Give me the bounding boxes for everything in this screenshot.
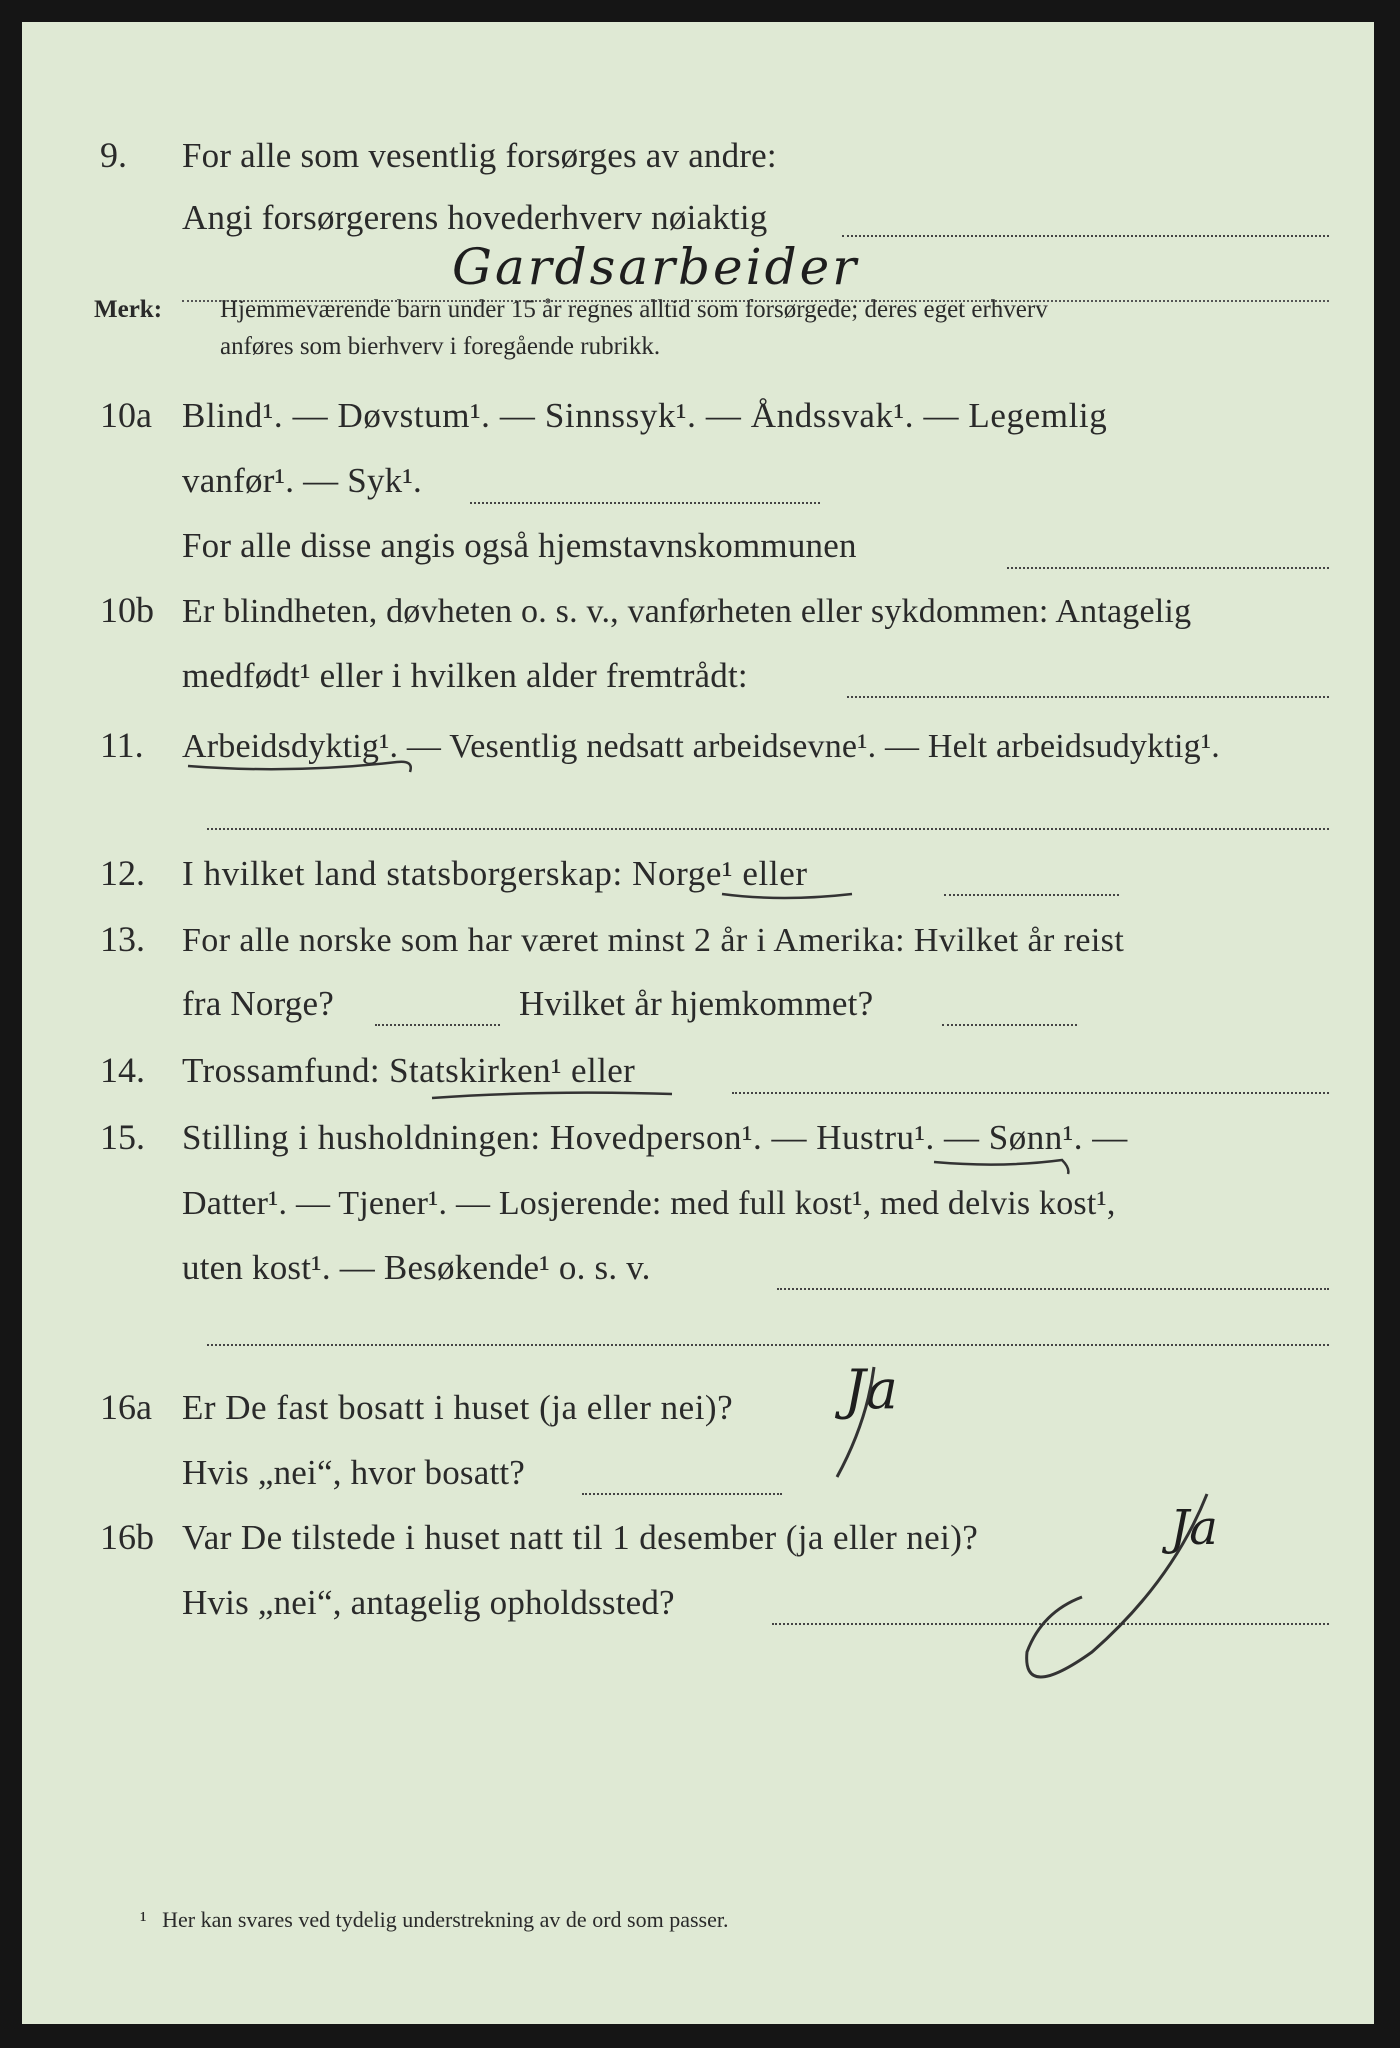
q9-answer-handwriting[interactable]: Gardsarbeider xyxy=(452,238,860,296)
q15-number: 15. xyxy=(100,1117,145,1157)
q16b-text: Var De tilstede i huset natt til 1 desember (ja eller nei)? xyxy=(182,1518,979,1557)
q10b-number: 10b xyxy=(100,590,154,630)
q13-number: 13. xyxy=(100,919,145,959)
q15-text-3: uten kost¹. — Besøkende¹ o. s. v. xyxy=(182,1248,651,1287)
q16a-text-2: Hvis „nei“, hvor bosatt? xyxy=(182,1453,526,1492)
footnote-text: Her kan svares ved tydelig understrekning av de ord som passer. xyxy=(162,1907,729,1932)
footnote xyxy=(140,1907,728,1933)
q12-norge-underline xyxy=(722,894,852,898)
q10a-text-2: vanfør¹. — Syk¹. xyxy=(182,461,422,500)
footnote-marker: ¹ xyxy=(140,1907,147,1932)
q13-text-2a: fra Norge? xyxy=(182,984,334,1023)
q14-text: Trossamfund: Statskirken¹ eller xyxy=(182,1051,636,1090)
merk-text-1: Hjemmeværende barn under 15 år regnes alltid som forsørgede; deres eget erhverv xyxy=(220,296,1048,323)
handwritten-marks xyxy=(22,22,1374,2024)
q11-arbeidsdyktig-underline xyxy=(188,762,411,772)
q16a-answer-long-stroke xyxy=(837,1367,874,1477)
q13-text: For alle norske som har været minst 2 år i Amerika: Hvilket år reist xyxy=(182,922,1125,959)
q12-text: I hvilket land statsborgerskap: Norge¹ eller xyxy=(182,854,808,893)
q9-number: 9. xyxy=(100,135,127,175)
q15-text: Stilling i husholdningen: Hovedperson¹. — Hustru¹. — Sønn¹. — xyxy=(182,1118,1128,1157)
q14-number: 14. xyxy=(100,1050,145,1090)
q10a-text-3: For alle disse angis også hjemstavnskommunen xyxy=(182,526,857,565)
q16a-answer-handwriting[interactable]: Ja xyxy=(844,1358,898,1421)
q16b-text-2: Hvis „nei“, antagelig opholdssted? xyxy=(182,1583,675,1622)
q15-text-2: Datter¹. — Tjener¹. — Losjerende: med full kost¹, med delvis kost¹, xyxy=(182,1185,1116,1222)
census-form-page xyxy=(22,22,1374,2024)
q10b-text-2: medfødt¹ eller i hvilken alder fremtrådt: xyxy=(182,656,748,695)
q11-number: 11. xyxy=(100,725,144,765)
q9-text: For alle som vesentlig forsørges av andre: xyxy=(182,136,777,175)
q9-instruction: Angi forsørgerens hovederhverv nøiaktig xyxy=(182,198,768,237)
q16a-text: Er De fast bosatt i huset (ja eller nei)? xyxy=(182,1388,734,1427)
q16a-number: 16a xyxy=(100,1387,152,1427)
q10a-text: Blind¹. — Døvstum¹. — Sinnssyk¹. — Åndssvak¹. — Legemlig xyxy=(182,396,1108,435)
q16b-number: 16b xyxy=(100,1517,154,1557)
q16b-answer-long-stroke xyxy=(1027,1494,1207,1677)
q11-text: Arbeidsdyktig¹. — Vesentlig nedsatt arbeidsevne¹. — Helt arbeidsudyktig¹. xyxy=(182,728,1220,765)
q14-statskirken-underline xyxy=(432,1093,672,1098)
q10b-text: Er blindheten, døvheten o. s. v., vanførheten eller sykdommen: Antagelig xyxy=(182,593,1192,630)
q13-text-2b: Hvilket år hjemkommet? xyxy=(519,984,874,1023)
q10a-number: 10a xyxy=(100,395,152,435)
q16b-answer-handwriting[interactable]: Ja xyxy=(1170,1500,1218,1556)
merk-label: Merk: xyxy=(94,296,163,323)
merk-text-2: anføres som bierhverv i foregående rubrikk. xyxy=(220,333,661,360)
q15-hustru-underline xyxy=(934,1160,1068,1174)
q12-number: 12. xyxy=(100,853,145,893)
